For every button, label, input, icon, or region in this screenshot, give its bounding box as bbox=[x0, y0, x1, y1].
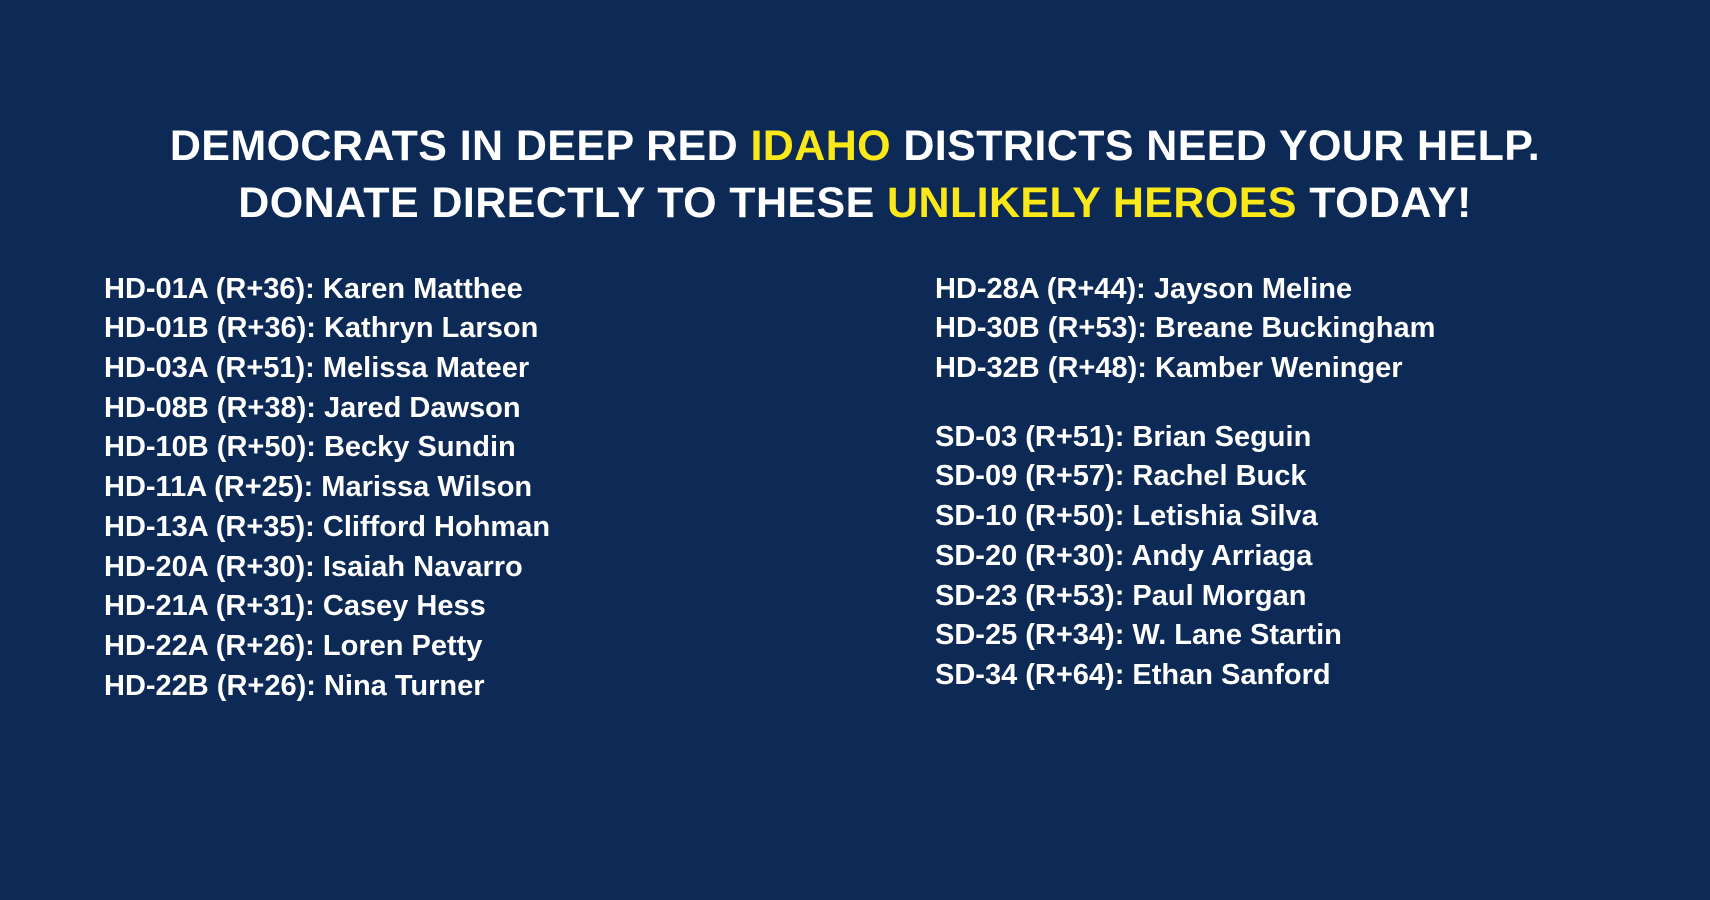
list-gap bbox=[935, 389, 1614, 418]
list-item: SD-25 (R+34): W. Lane Startin bbox=[935, 619, 1342, 652]
headline-highlight-unlikely-heroes: UNLIKELY HEROES bbox=[887, 178, 1297, 227]
right-candidate-list bbox=[859, 270, 1614, 707]
list-item: HD-10B (R+50): Becky Sundin bbox=[104, 431, 516, 464]
list-item: HD-28A (R+44): Jayson Meline bbox=[935, 272, 1353, 305]
list-item: HD-01B (R+36): Kathryn Larson bbox=[104, 312, 539, 345]
list-item: HD-08B (R+38): Jared Dawson bbox=[104, 391, 521, 424]
list-item: HD-22B (R+26): Nina Turner bbox=[104, 669, 485, 702]
headline-line-1-text-after: DISTRICTS NEED YOUR HELP. bbox=[891, 122, 1541, 170]
list-item: HD-11A (R+25): Marissa Wilson bbox=[104, 471, 533, 504]
headline-line-1-text-before: DEMOCRATS IN DEEP RED bbox=[169, 122, 751, 170]
list-item: HD-01A (R+36): Karen Matthee bbox=[104, 272, 523, 305]
headline-line-2-text-before: DONATE DIRECTLY TO THESE bbox=[238, 178, 888, 227]
headline-line-2-text-after: TODAY! bbox=[1296, 178, 1472, 227]
list-item: SD-34 (R+64): Ethan Sanford bbox=[935, 658, 1331, 691]
list-item: HD-22A (R+26): Loren Petty bbox=[104, 629, 483, 662]
list-item: SD-23 (R+53): Paul Morgan bbox=[935, 579, 1307, 612]
list-item: HD-32B (R+48): Kamber Weninger bbox=[935, 351, 1403, 384]
list-item: SD-03 (R+51): Brian Seguin bbox=[935, 420, 1312, 453]
page-title bbox=[0, 0, 1710, 232]
list-item: SD-09 (R+57): Rachel Buck bbox=[935, 460, 1307, 493]
list-item: HD-20A (R+30): Isaiah Navarro bbox=[104, 550, 523, 583]
headline-line-1 bbox=[0, 118, 1710, 175]
left-candidate-list bbox=[104, 270, 859, 707]
candidate-columns bbox=[0, 270, 1710, 707]
list-item: HD-03A (R+51): Melissa Mateer bbox=[104, 351, 530, 384]
headline-line-2 bbox=[0, 175, 1710, 232]
list-item: HD-13A (R+35): Clifford Hohman bbox=[104, 510, 551, 543]
list-item: SD-20 (R+30): Andy Arriaga bbox=[935, 539, 1313, 572]
list-item: HD-30B (R+53): Breane Buckingham bbox=[935, 312, 1436, 345]
headline-highlight-idaho: IDAHO bbox=[750, 122, 891, 170]
list-item: SD-10 (R+50): Letishia Silva bbox=[935, 500, 1318, 533]
list-item: HD-21A (R+31): Casey Hess bbox=[104, 590, 486, 623]
